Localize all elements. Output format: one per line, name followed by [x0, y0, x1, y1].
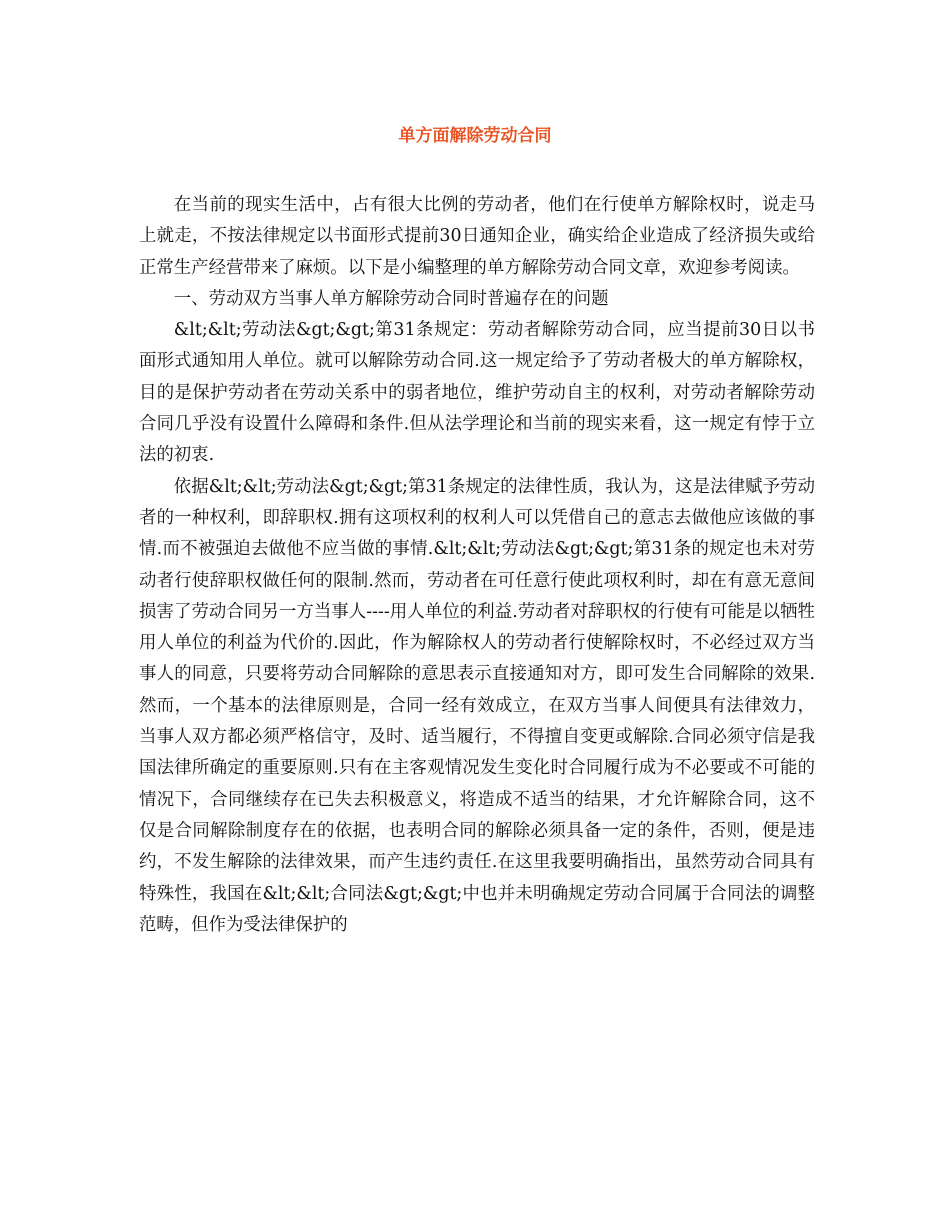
paragraph-article-31: &lt;&lt;劳动法&gt;&gt;第31条规定：劳动者解除劳动合同，应当提前30日以书面形式通知用人单位。就可以解除劳动合同.这一规定给予了劳动者极大的单方解除权，目的是保护劳动者在劳动关系中的弱者地位，维护劳动自主的权利，对劳动者解除劳动合同几乎没有设置什么障碍和条件.但从法学理论和当前的现实来看，这一规定有悖于立法的初衷.	[139, 320, 815, 466]
section-heading: 一、劳动双方当事人单方解除劳动合同时普遍存在的问题	[173, 288, 609, 309]
document-body	[139, 190, 815, 941]
paragraph-legal-nature: 依据&lt;&lt;劳动法&gt;&gt;第31条规定的法律性质，我认为，这是法律赋予劳动者的一种权利，即辞职权.拥有这项权利的权利人可以凭借自己的意志去做他应该做的事情.而不被强迫去做他不应当做的事情.&lt;&lt;劳动法&gt;&gt;第31条的规定也未对劳动者行使辞职权做任何的限制.然而，劳动者在可任意行使此项权利时，却在有意无意间损害了劳动合同另一方当事人----用人单位的利益.劳动者对辞职权的行使有可能是以牺牲用人单位的利益为代价的.因此，作为解除权人的劳动者行使解除权时，不必经过双方当事人的同意，只要将劳动合同解除的意思表示直接通知对方，即可发生合同解除的效果.然而，一个基本的法律原则是，合同一经有效成立，在双方当事人间便具有法律效力，当事人双方都必须严格信守，及时、适当履行，不得擅自变更或解除.合同必须守信是我国法律所确定的重要原则.只有在主客观情况发生变化时合同履行成为不必要或不可能的情况下，合同继续存在已失去积极意义，将造成不适当的结果，才允许解除合同，这不仅是合同解除制度存在的依据，也表明合同的解除必须具备一定的条件，否则，便是违约，不发生解除的法律效果，而产生违约责任.在这里我要明确指出，虽然劳动合同具有特殊性，我国在&lt;&lt;合同法&gt;&gt;中也并未明确规定劳动合同属于合同法的调整范畴，但作为受法律保护的	[139, 476, 815, 935]
document-title: 单方面解除劳动合同	[398, 126, 552, 146]
paragraph-intro: 在当前的现实生活中，占有很大比例的劳动者，他们在行使单方解除权时，说走马上就走，不按法律规定以书面形式提前30日通知企业，确实给企业造成了经济损失或给正常生产经营带来了麻烦。以下是小编整理的单方解除劳动合同文章，欢迎参考阅读。	[139, 195, 815, 278]
